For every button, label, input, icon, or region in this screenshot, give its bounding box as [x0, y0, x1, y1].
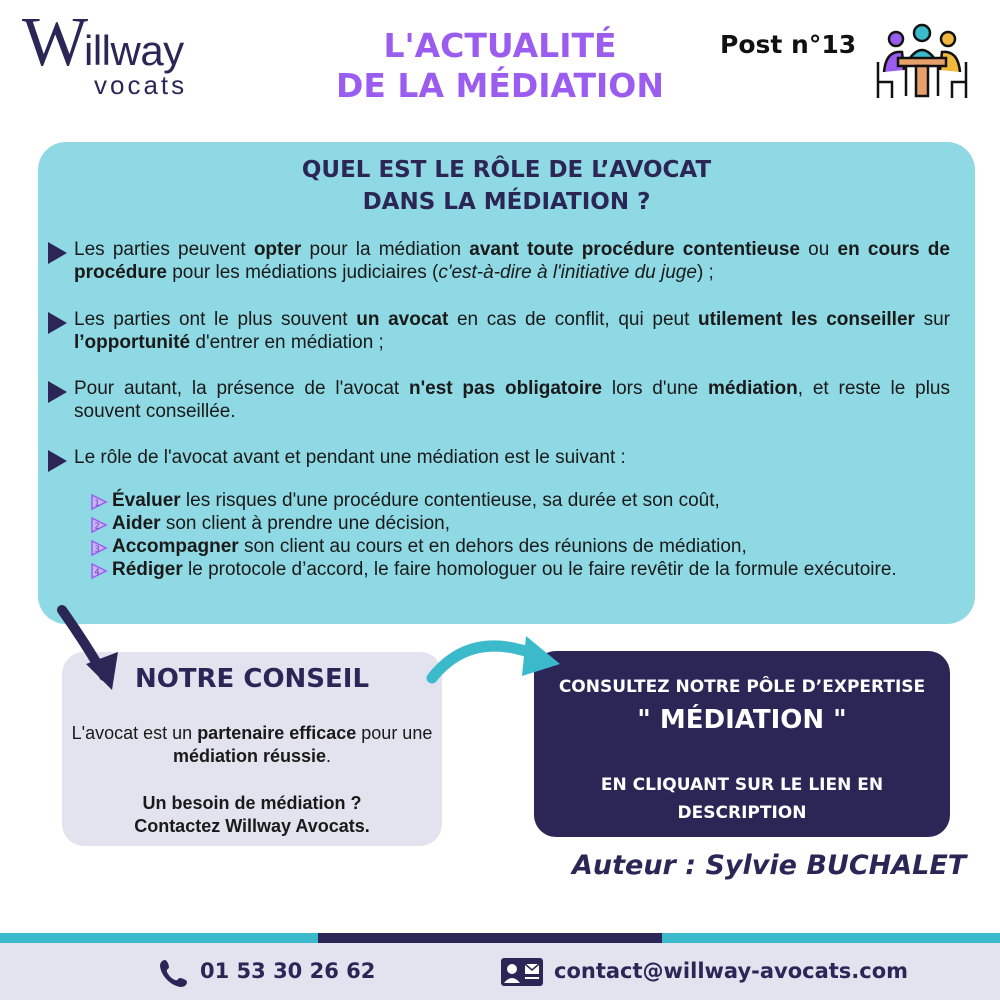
advice-cta-line2: Contactez Willway Avocats. — [134, 816, 370, 836]
svg-text:1: 1 — [94, 498, 100, 508]
expertise-title: " MÉDIATION " — [637, 705, 847, 735]
bullet-text: Les parties ont le plus souvent un avocat en cas de conflit, qui peut utilement les conseiller sur l’opportunité d'entrer en médiation ; — [74, 309, 950, 353]
advice-text: L'avocat est un partenaire efficace pour une médiation réussie. — [71, 723, 433, 766]
role-panel — [38, 142, 975, 624]
triangle-bullet-icon — [48, 242, 67, 264]
triangle-bullet-icon — [48, 381, 67, 403]
triangle-bullet-icon — [48, 450, 67, 472]
expertise-line1: CONSULTEZ NOTRE PÔLE D’EXPERTISE — [558, 677, 926, 697]
svg-text:3: 3 — [94, 544, 100, 554]
panel-title-line1: QUEL EST LE RÔLE DE L’AVOCAT — [301, 157, 712, 183]
advice-cta — [62, 792, 442, 838]
page-title-line2: DE LA MÉDIATION — [336, 66, 664, 105]
bullet-text: Le rôle de l'avocat avant et pendant une médiation est le suivant : — [74, 447, 626, 468]
meeting-table-icon — [872, 22, 972, 102]
bullet-text: Pour autant, la présence de l'avocat n'est pas obligatoire lors d'une médiation, et reste le plus souvent conseillée. — [74, 378, 950, 422]
role-list-text: Accompagner son client au cours et en dehors des réunions de médiation, — [112, 536, 747, 557]
numbered-flag-icon — [90, 493, 108, 511]
svg-text:4: 4 — [94, 567, 100, 577]
email-link[interactable]: contact@willway-avocats.com — [554, 959, 909, 983]
numbered-flag-icon — [90, 539, 108, 557]
logo-text-avocats: vocats — [94, 70, 188, 100]
advice-heading: NOTRE CONSEIL — [134, 664, 370, 694]
numbered-flag-icon — [90, 562, 108, 580]
panel-title — [38, 154, 975, 218]
footer-stripe — [662, 933, 1000, 943]
role-list-text: Aider son client à prendre une décision, — [112, 513, 450, 534]
advice-box — [62, 652, 442, 846]
contact-card-icon — [500, 957, 544, 987]
page-title-line1: L'ACTUALITÉ — [383, 26, 617, 65]
advice-cta-line1: Un besoin de médiation ? — [142, 793, 362, 813]
page-title — [300, 26, 700, 106]
post-number: Post n°13 — [720, 30, 857, 59]
expertise-line3: EN CLIQUANT SUR LE LIEN EN DESCRIPTION — [600, 775, 884, 823]
logo-letter-w: W — [22, 4, 89, 81]
logo-text-illway: illway — [84, 27, 184, 74]
bullet-text: Les parties peuvent opter pour la médiation avant toute procédure contentieuse ou en cours de procédure pour les médiations judiciaires (c'est-à-dire à l'initiative du juge) ; — [74, 239, 950, 283]
svg-text:2: 2 — [94, 521, 100, 531]
footer-stripe — [0, 933, 318, 943]
panel-title-line2: DANS LA MÉDIATION ? — [362, 189, 651, 215]
author-credit: Auteur : Sylvie BUCHALET — [572, 850, 967, 881]
footer-bar — [0, 943, 1000, 1000]
phone-number[interactable]: 01 53 30 26 62 — [200, 959, 376, 983]
footer-stripe — [318, 933, 662, 943]
role-list-text: Rédiger le protocole d’accord, le faire homologuer ou le faire revêtir de la formule exécutoire. — [112, 559, 897, 580]
triangle-bullet-icon — [48, 312, 67, 334]
numbered-flag-icon — [90, 516, 108, 534]
phone-icon — [158, 957, 190, 989]
expertise-callout — [534, 651, 950, 837]
willway-logo — [22, 4, 232, 100]
role-list-text: Évaluer les risques d'une procédure contentieuse, sa durée et son coût, — [112, 490, 720, 511]
